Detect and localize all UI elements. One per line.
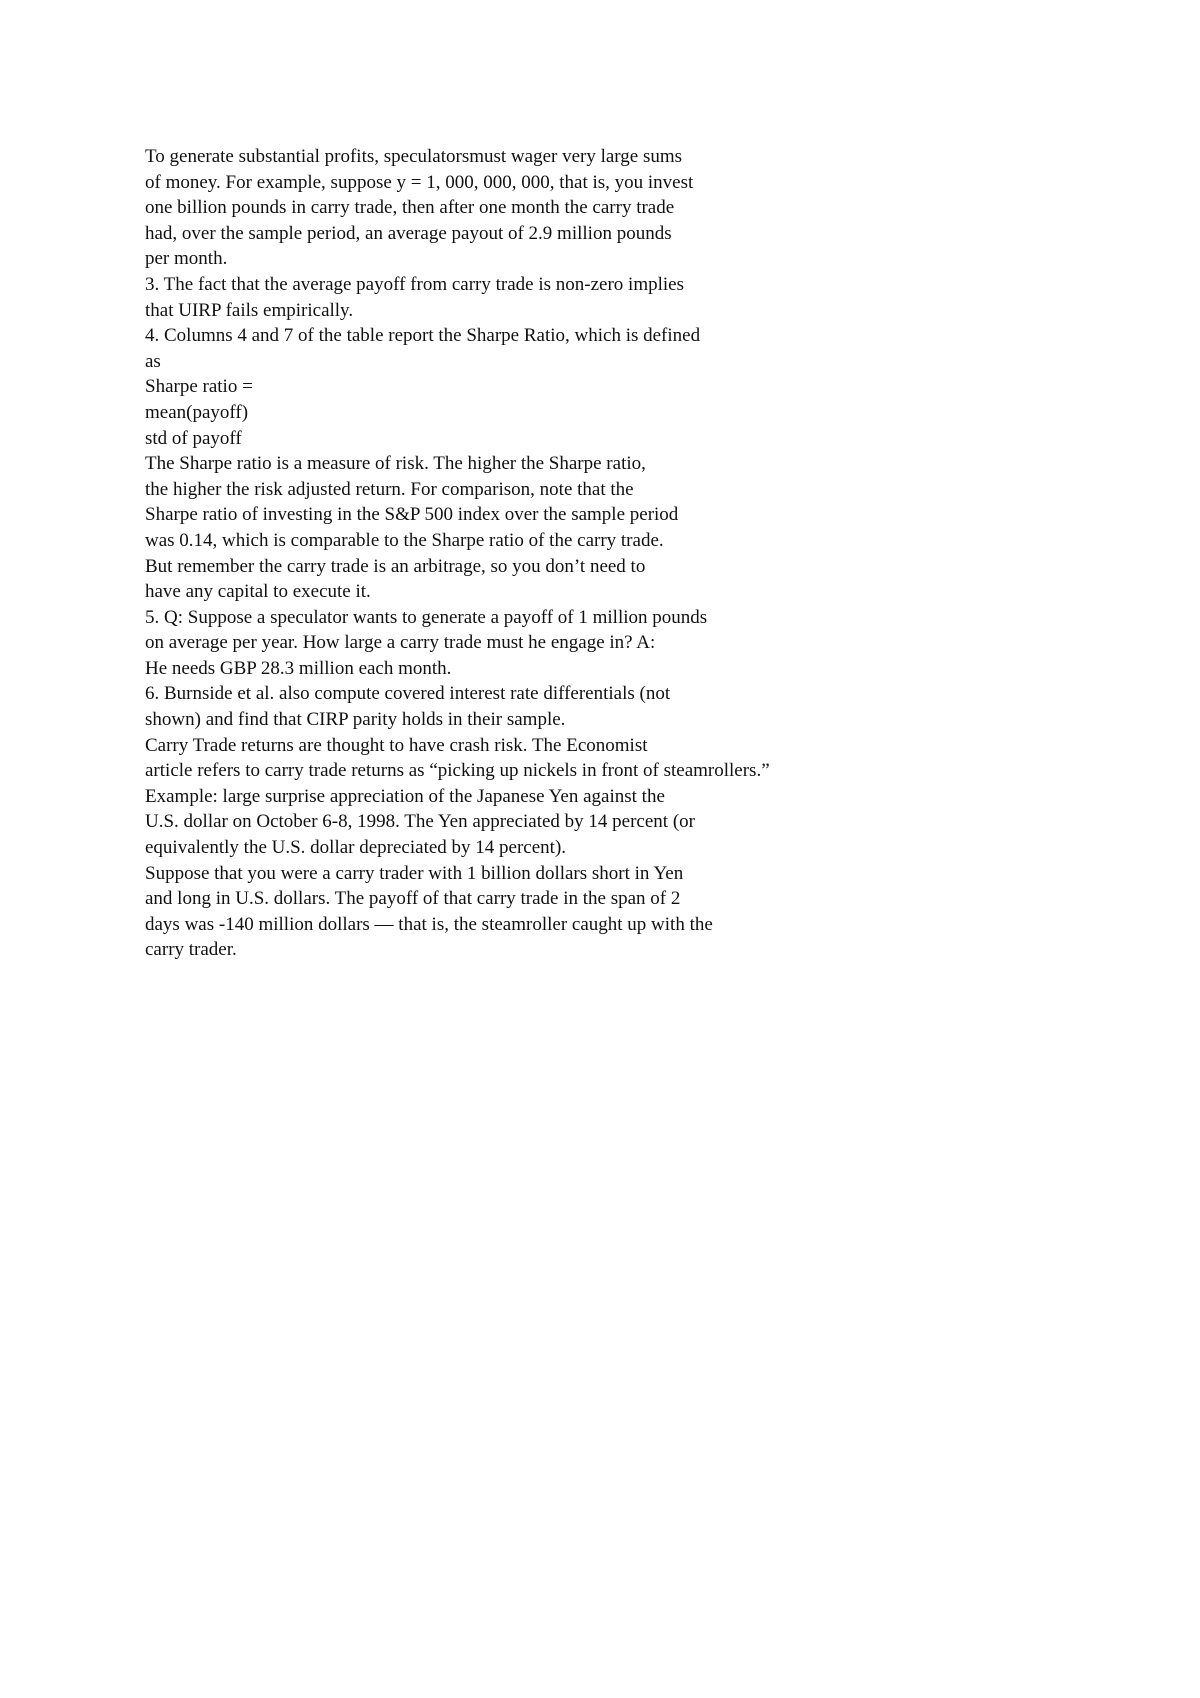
text-line: had, over the sample period, an average payout of 2.9 million pounds (145, 222, 672, 244)
text-line: 4. Columns 4 and 7 of the table report the Sharpe Ratio, which is defined (145, 325, 701, 347)
text-line: and long in U.S. dollars. The payoff of that carry trade in the span of 2 (145, 888, 681, 910)
text-line: std of payoff (145, 427, 242, 449)
text-line: have any capital to execute it. (145, 581, 371, 603)
text-line: article refers to carry trade returns as “picking up nickels in front of steamrollers.” (145, 760, 770, 782)
text-line: 6. Burnside et al. also compute covered interest rate differentials (not (145, 683, 671, 705)
text-line: per month. (145, 248, 228, 270)
text-line: U.S. dollar on October 6-8, 1998. The Yen appreciated by 14 percent (or (145, 811, 695, 833)
text-line: as (145, 350, 161, 372)
text-line: on average per year. How large a carry trade must he engage in? A: (145, 632, 656, 654)
text-line: that UIRP fails empirically. (145, 299, 354, 321)
text-line: Sharpe ratio = (145, 376, 253, 398)
text-line: But remember the carry trade is an arbitrage, so you don’t need to (145, 555, 646, 577)
text-line: equivalently the U.S. dollar depreciated by 14 percent). (145, 837, 567, 859)
text-line: To generate substantial profits, speculatorsmust wager very large sums (145, 146, 683, 167)
text-line: was 0.14, which is comparable to the Sharpe ratio of the carry trade. (145, 529, 664, 551)
text-line: Carry Trade returns are thought to have crash risk. The Economist (145, 734, 648, 756)
text-line: days was -140 million dollars — that is, the steamroller caught up with the (145, 913, 713, 935)
text-line: Sharpe ratio of investing in the S&P 500 index over the sample period (145, 504, 679, 526)
text-line: the higher the risk adjusted return. For comparison, note that the (145, 478, 634, 500)
text-line: shown) and find that CIRP parity holds in their sample. (145, 709, 566, 731)
text-line: 3. The fact that the average payoff from carry trade is non-zero implies (145, 273, 684, 295)
text-line: carry trader. (145, 939, 237, 961)
text-line: Suppose that you were a carry trader with 1 billion dollars short in Yen (145, 862, 684, 884)
text-line: of money. For example, suppose y = 1, 000, 000, 000, that is, you invest (145, 171, 694, 193)
text-line: mean(payoff) (145, 401, 249, 423)
text-line: The Sharpe ratio is a measure of risk. The higher the Sharpe ratio, (145, 453, 646, 475)
document-body (145, 144, 1145, 963)
text-line: 5. Q: Suppose a speculator wants to generate a payoff of 1 million pounds (145, 606, 708, 628)
text-line: one billion pounds in carry trade, then after one month the carry trade (145, 197, 675, 219)
text-line: Example: large surprise appreciation of the Japanese Yen against the (145, 785, 665, 807)
text-line: He needs GBP 28.3 million each month. (145, 657, 452, 679)
